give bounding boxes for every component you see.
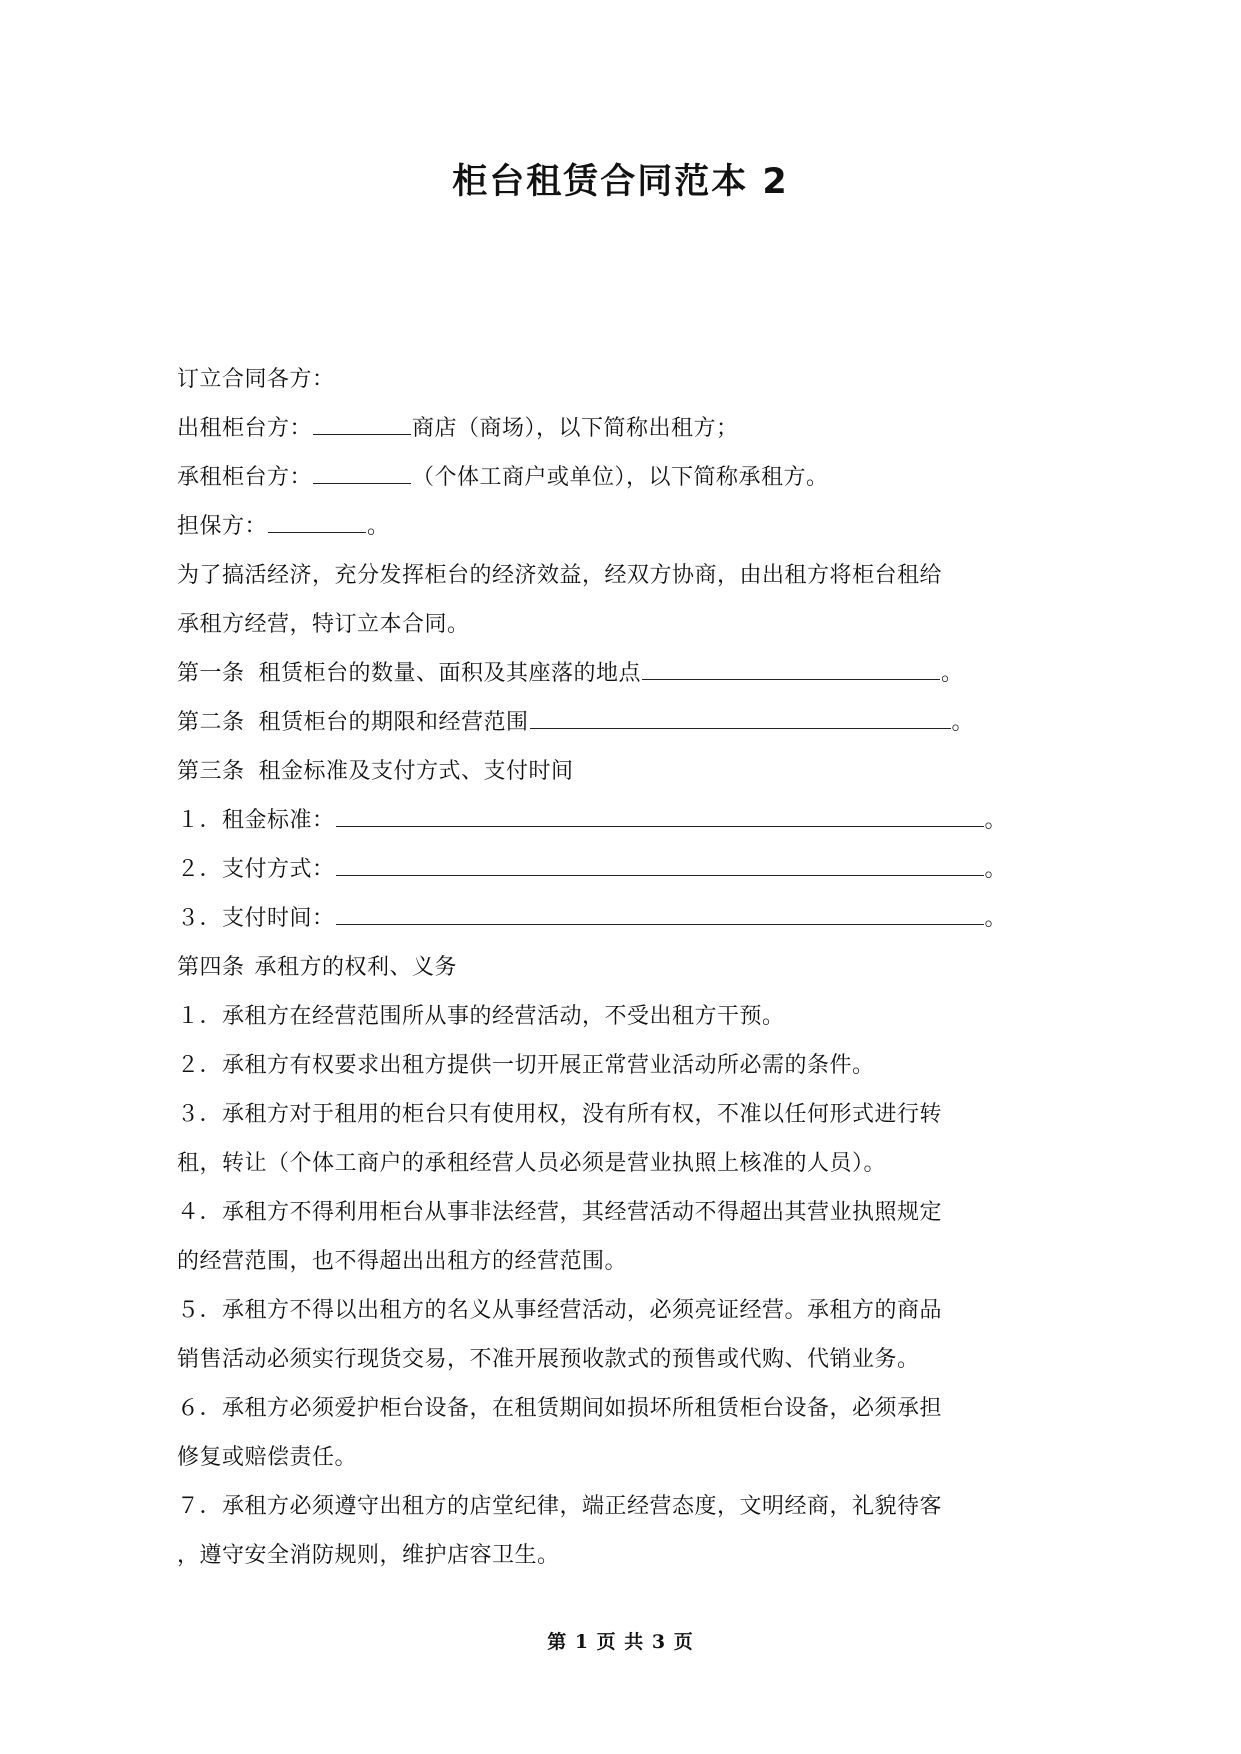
page-number-footer: 第 1 页 共 3 页 bbox=[547, 1631, 694, 1653]
document-title: 柜台租赁合同范本 2 bbox=[452, 162, 789, 202]
clause-4-3-line-2: 租，转让（个体工商户的承租经营人员必须是营业执照上核准的人员）。 bbox=[177, 1151, 887, 1176]
rent-standard-line: １．租金标准： 。 bbox=[177, 796, 1057, 845]
clause-4-7-line-1: ７．承租方必须遵守出租方的店堂纪律，端正经营态度，文明经商，礼貌待客 bbox=[177, 1494, 943, 1519]
contract-body bbox=[177, 355, 1057, 1580]
parties-heading: 订立合同各方： bbox=[177, 367, 335, 392]
clause-4-5-line-2: 销售活动必须实行现货交易，不准开展预收款式的预售或代购、代销业务。 bbox=[177, 1347, 920, 1372]
clause-4-6-line-2: 修复或赔偿责任。 bbox=[177, 1445, 358, 1470]
clause-4-2: ２．承租方有权要求出租方提供一切开展正常营业活动所必需的条件。 bbox=[177, 1053, 875, 1078]
lessor-blank[interactable] bbox=[313, 408, 411, 435]
clause-4-1: １．承租方在经营范围所从事的经营活动，不受出租方干预。 bbox=[177, 1004, 785, 1029]
article-4: 第四条 承租方的权利、义务 bbox=[177, 955, 458, 980]
lessee-blank[interactable] bbox=[313, 457, 411, 484]
article-1: 第一条 租赁柜台的数量、面积及其座落的地点 。 bbox=[177, 649, 1057, 698]
clause-4-4-line-2: 的经营范围，也不得超出出租方的经营范围。 bbox=[177, 1249, 628, 1274]
payment-time-line: ３．支付时间： 。 bbox=[177, 894, 1057, 943]
clause-4-6-line-1: ６．承租方必须爱护柜台设备，在租赁期间如损坏所租赁柜台设备，必须承担 bbox=[177, 1396, 943, 1421]
article-1-blank[interactable] bbox=[642, 653, 940, 680]
article-3: 第三条 租金标准及支付方式、支付时间 bbox=[177, 759, 574, 784]
clause-4-5-line-1: ５．承租方不得以出租方的名义从事经营活动，必须亮证经营。承租方的商品 bbox=[177, 1298, 943, 1323]
rent-standard-blank[interactable] bbox=[336, 800, 984, 827]
lessee-line: 承租柜台方： （个体工商户或单位），以下简称承租方。 bbox=[177, 453, 1057, 502]
article-2: 第二条 租赁柜台的期限和经营范围 。 bbox=[177, 698, 1057, 747]
guarantor-line: 担保方： 。 bbox=[177, 502, 1057, 551]
payment-time-blank[interactable] bbox=[336, 898, 984, 925]
payment-method-line: ２．支付方式： 。 bbox=[177, 845, 1057, 894]
clause-4-3-line-1: ３．承租方对于租用的柜台只有使用权，没有所有权，不准以任何形式进行转 bbox=[177, 1102, 943, 1127]
guarantor-blank[interactable] bbox=[268, 506, 366, 533]
payment-method-blank[interactable] bbox=[336, 849, 984, 876]
clause-4-7-line-2: ，遵守安全消防规则，维护店容卫生。 bbox=[177, 1543, 560, 1568]
lessor-line: 出租柜台方： 商店（商场），以下简称出租方； bbox=[177, 404, 1057, 453]
article-2-blank[interactable] bbox=[530, 702, 951, 729]
preamble-line-2: 承租方经营，特订立本合同。 bbox=[177, 612, 470, 637]
preamble-line-1: 为了搞活经济，充分发挥柜台的经济效益，经双方协商，由出租方将柜台租给 bbox=[177, 563, 943, 588]
clause-4-4-line-1: ４．承租方不得利用柜台从事非法经营，其经营活动不得超出其营业执照规定 bbox=[177, 1200, 943, 1225]
